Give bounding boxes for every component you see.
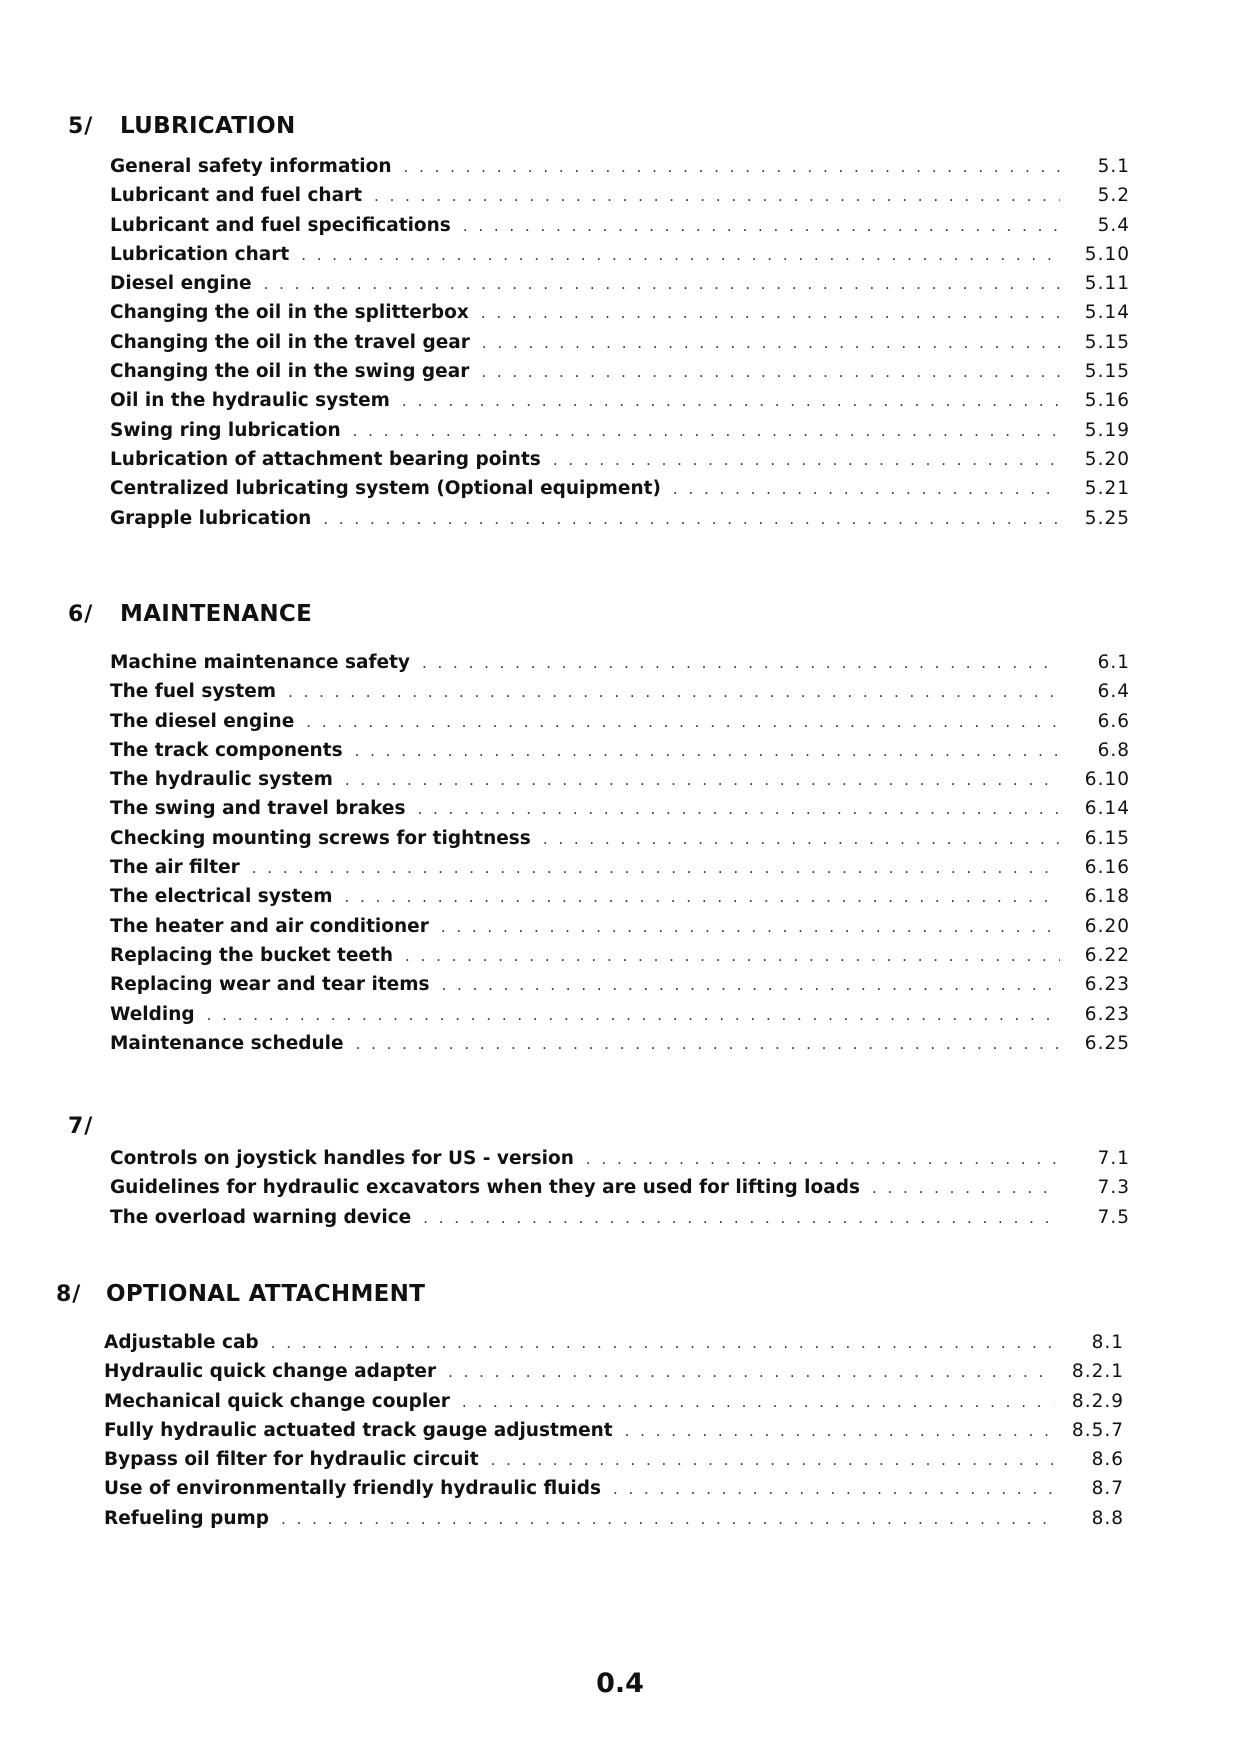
toc-list (110, 156, 1130, 537)
toc-entry-page: 5.15 (1084, 361, 1130, 383)
toc-entry[interactable] (110, 508, 1130, 537)
section-maintenance (0, 596, 1240, 1054)
toc-entry[interactable] (110, 711, 1130, 740)
toc-entry-label: Swing ring lubrication (110, 419, 341, 441)
toc-entry-page: 7.5 (1097, 1206, 1130, 1228)
toc-entry[interactable] (110, 798, 1130, 827)
toc-entry[interactable] (110, 390, 1130, 419)
toc-entry-label: Changing the oil in the swing gear (110, 361, 470, 383)
toc-entry[interactable] (110, 302, 1130, 331)
toc-entry[interactable] (110, 828, 1130, 857)
toc-entry-label: Maintenance schedule (110, 1032, 344, 1054)
dot-leader (417, 800, 1060, 818)
dot-leader (543, 830, 1060, 848)
toc-entry[interactable] (110, 156, 1130, 185)
toc-entry-page: 7.1 (1097, 1148, 1130, 1169)
toc-entry-page: 6.4 (1097, 681, 1130, 703)
dot-leader (281, 1510, 1054, 1528)
dot-leader (404, 158, 1061, 176)
toc-entry[interactable] (110, 1148, 1130, 1177)
toc-entry-page: 8.2.1 (1071, 1361, 1124, 1383)
section-number: 7/ (68, 1114, 94, 1139)
toc-entry[interactable] (104, 1449, 1124, 1478)
toc-entry-page: 5.25 (1084, 507, 1130, 529)
toc-entry-label: The fuel system (110, 681, 277, 703)
toc-list (104, 1332, 1124, 1537)
toc-entry-label: Mechanical quick change coupler (104, 1390, 450, 1412)
toc-entry-page: 6.1 (1097, 652, 1130, 673)
toc-entry-page: 6.6 (1097, 710, 1130, 732)
toc-entry-page: 6.16 (1084, 857, 1130, 879)
toc-entry-page: 5.21 (1084, 478, 1130, 500)
dot-leader (374, 187, 1060, 205)
toc-entry[interactable] (104, 1420, 1124, 1449)
dot-leader (353, 422, 1060, 440)
dot-leader (613, 1480, 1054, 1498)
section-title: LUBRICATION (120, 113, 296, 139)
toc-entry-label: The air filter (110, 857, 240, 879)
toc-entry[interactable] (110, 916, 1130, 945)
toc-entry-label: Checking mounting screws for tightness (110, 827, 531, 849)
dot-leader (356, 1035, 1060, 1053)
dot-leader (586, 1150, 1060, 1168)
dot-leader (491, 1451, 1054, 1469)
toc-entry[interactable] (110, 886, 1130, 915)
dot-leader (423, 1209, 1060, 1227)
toc-entry-label: The hydraulic system (110, 769, 333, 791)
toc-entry-label: Lubrication chart (110, 243, 290, 265)
toc-entry-page: 8.1 (1091, 1332, 1124, 1353)
toc-entry-label: Grapple lubrication (110, 507, 312, 529)
toc-entry-label: The swing and travel brakes (110, 798, 406, 820)
toc-entry-page: 8.5.7 (1071, 1419, 1124, 1441)
dot-leader (441, 918, 1060, 936)
toc-entry[interactable] (110, 420, 1130, 449)
toc-entry[interactable] (110, 449, 1130, 478)
toc-entry[interactable] (110, 945, 1130, 974)
toc-entry-page: 5.10 (1084, 243, 1130, 265)
dot-leader (344, 888, 1060, 906)
toc-entry-page: 6.15 (1084, 827, 1130, 849)
toc-entry-page: 5.19 (1084, 419, 1130, 441)
toc-entry-page: 5.1 (1097, 156, 1130, 177)
dot-leader (553, 451, 1060, 469)
section-optional-attachment (0, 1276, 1240, 1529)
toc-entry[interactable] (110, 244, 1130, 273)
dot-leader (463, 217, 1060, 235)
dot-leader (402, 392, 1060, 410)
toc-entry-label: Fully hydraulic actuated track gauge adjustment (104, 1419, 613, 1441)
dot-leader (481, 304, 1060, 322)
toc-entry-label: Use of environmentally friendly hydraulic fluids (104, 1478, 601, 1500)
toc-entry[interactable] (110, 652, 1130, 681)
toc-entry-label: The diesel engine (110, 710, 295, 732)
toc-entry-label: Diesel engine (110, 273, 252, 295)
toc-entry-page: 5.15 (1084, 331, 1130, 353)
toc-list (110, 1148, 1130, 1236)
dot-leader (872, 1179, 1060, 1197)
section-heading (0, 1108, 1240, 1148)
section-lubrication (0, 108, 1240, 529)
dot-leader (345, 771, 1060, 789)
toc-entry-page: 5.20 (1084, 448, 1130, 470)
toc-entry-page: 8.8 (1091, 1507, 1124, 1529)
section-title: OPTIONAL ATTACHMENT (106, 1281, 426, 1307)
section-heading (0, 596, 1240, 636)
dot-leader (405, 947, 1060, 965)
toc-entry-page: 6.10 (1084, 769, 1130, 791)
toc-entry-label: Controls on joystick handles for US - version (110, 1148, 574, 1169)
toc-entry[interactable] (104, 1332, 1124, 1361)
toc-list (110, 652, 1130, 1062)
toc-entry-label: Refueling pump (104, 1507, 270, 1529)
toc-entry[interactable] (110, 332, 1130, 361)
toc-entry-page: 5.16 (1084, 390, 1130, 412)
toc-entry[interactable] (110, 681, 1130, 710)
dot-leader (422, 654, 1060, 672)
toc-entry-page: 6.14 (1084, 798, 1130, 820)
toc-entry[interactable] (110, 769, 1130, 798)
section-title: MAINTENANCE (120, 601, 313, 627)
toc-entry-label: Lubricant and fuel specifications (110, 214, 451, 236)
dot-leader (482, 334, 1060, 352)
toc-entry-page: 6.18 (1084, 886, 1130, 908)
toc-entry-label: Replacing the bucket teeth (110, 944, 393, 966)
toc-entry[interactable] (104, 1361, 1124, 1390)
toc-entry[interactable] (104, 1478, 1124, 1507)
toc-entry[interactable] (110, 215, 1130, 244)
toc-entry[interactable] (110, 974, 1130, 1003)
toc-entry-label: The track components (110, 739, 343, 761)
toc-entry[interactable] (110, 1033, 1130, 1062)
dot-leader (481, 363, 1060, 381)
toc-entry-label: The electrical system (110, 886, 333, 908)
toc-entry[interactable] (110, 1004, 1130, 1033)
dot-leader (625, 1422, 1054, 1440)
dot-leader (442, 976, 1060, 994)
dot-leader (301, 246, 1060, 264)
toc-entry[interactable] (110, 185, 1130, 214)
toc-entry-page: 5.11 (1084, 273, 1130, 295)
dot-leader (355, 742, 1060, 760)
section-number: 6/ (68, 602, 94, 627)
dot-leader (207, 1006, 1060, 1024)
toc-entry-page: 6.23 (1084, 1003, 1130, 1025)
section-heading (0, 1276, 1240, 1316)
toc-entry-page: 6.8 (1097, 739, 1130, 761)
dot-leader (288, 683, 1060, 701)
toc-entry-page: 6.22 (1084, 944, 1130, 966)
page-number: 0.4 (596, 1668, 644, 1699)
toc-entry-label: General safety information (110, 156, 392, 177)
toc-entry-label: The overload warning device (110, 1206, 412, 1228)
toc-entry-page: 6.25 (1084, 1032, 1130, 1054)
toc-entry-label: Guidelines for hydraulic excavators when they are used for lifting loads (110, 1177, 860, 1199)
dot-leader (252, 859, 1060, 877)
toc-entry-page: 5.4 (1097, 214, 1130, 236)
toc-entry-label: Machine maintenance safety (110, 652, 410, 673)
toc-entry-page: 5.14 (1084, 302, 1130, 324)
toc-entry-page: 5.2 (1097, 185, 1130, 207)
dot-leader (306, 713, 1060, 731)
toc-entry[interactable] (110, 1207, 1130, 1236)
toc-entry-label: The heater and air conditioner (110, 915, 429, 937)
section-heading (0, 108, 1240, 148)
section-number: 5/ (68, 114, 94, 139)
toc-entry-label: Hydraulic quick change adapter (104, 1361, 437, 1383)
toc-entry-page: 8.6 (1091, 1449, 1124, 1471)
toc-entry-label: Changing the oil in the splitterbox (110, 302, 469, 324)
toc-entry-label: Adjustable cab (104, 1332, 259, 1353)
dot-leader (462, 1393, 1054, 1411)
toc-entry-page: 8.2.9 (1071, 1390, 1124, 1412)
toc-entry-page: 8.7 (1091, 1478, 1124, 1500)
toc-entry-label: Welding (110, 1003, 195, 1025)
dot-leader (673, 480, 1060, 498)
section-number: 8/ (56, 1282, 82, 1307)
toc-entry-label: Oil in the hydraulic system (110, 390, 390, 412)
section-7 (0, 1108, 1240, 1228)
toc-entry[interactable] (110, 857, 1130, 886)
toc-entry-label: Lubricant and fuel chart (110, 185, 363, 207)
toc-entry-label: Bypass oil filter for hydraulic circuit (104, 1449, 479, 1471)
toc-entry-label: Centralized lubricating system (Optional equipment) (110, 478, 661, 500)
toc-entry-page: 7.3 (1097, 1177, 1130, 1199)
toc-entry[interactable] (110, 478, 1130, 507)
toc-entry[interactable] (110, 273, 1130, 302)
toc-entry[interactable] (104, 1391, 1124, 1420)
toc-entry-page: 6.20 (1084, 915, 1130, 937)
dot-leader (271, 1334, 1054, 1352)
toc-entry-label: Lubrication of attachment bearing points (110, 448, 541, 470)
dot-leader (323, 510, 1060, 528)
toc-entry[interactable] (110, 740, 1130, 769)
dot-leader (264, 275, 1060, 293)
toc-entry-page: 6.23 (1084, 974, 1130, 996)
toc-entry-label: Replacing wear and tear items (110, 974, 430, 996)
toc-entry[interactable] (104, 1508, 1124, 1537)
dot-leader (448, 1363, 1054, 1381)
toc-entry[interactable] (110, 1177, 1130, 1206)
toc-entry[interactable] (110, 361, 1130, 390)
toc-entry-label: Changing the oil in the travel gear (110, 331, 470, 353)
